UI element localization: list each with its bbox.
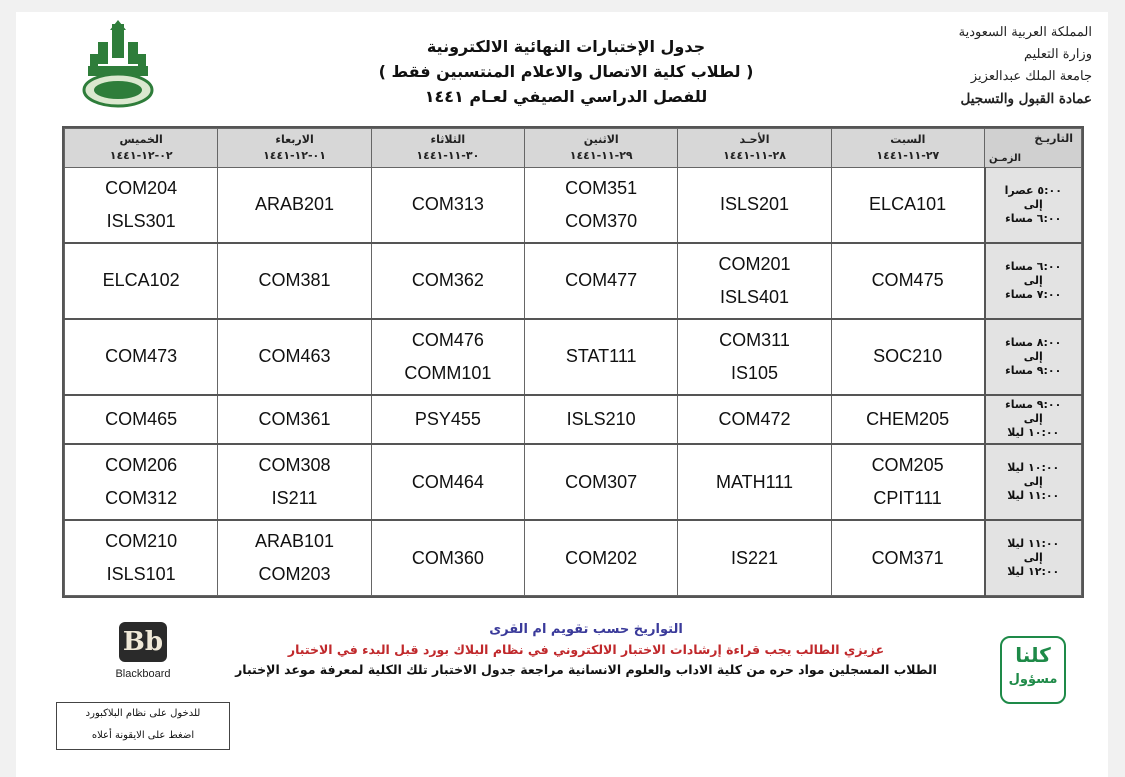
course-code: COM308 — [258, 455, 331, 476]
exam-cell — [218, 168, 371, 243]
exam-cell — [831, 168, 984, 243]
course-code: COM464 — [411, 471, 484, 492]
course-code: CHEM205 — [866, 408, 950, 429]
title-line-1: جدول الإختبارات النهائية الالكترونية — [426, 37, 706, 56]
exam-schedule-table — [62, 126, 1084, 598]
exam-cell — [525, 168, 678, 243]
time-text: إلى — [1023, 475, 1043, 489]
course-code: MATH111 — [715, 471, 794, 492]
time-text: ٥:٠٠ عصرا — [1004, 183, 1062, 197]
exam-cell — [831, 243, 984, 319]
course-code: COM360 — [411, 547, 484, 568]
time-text: ١٢:٠٠ ليلا — [1007, 565, 1060, 579]
time-text: ٩:٠٠ مساء — [1005, 363, 1062, 377]
time-text: ١٠:٠٠ ليلا — [1007, 461, 1060, 475]
course-code: COM476 — [411, 329, 484, 350]
exam-cell — [218, 319, 371, 395]
course-code: ELCA102 — [102, 270, 180, 291]
blackboard-login-hint — [56, 702, 230, 750]
exam-cell — [218, 520, 371, 595]
day-date: ٢٩-١١-١٤٤١ — [569, 149, 633, 162]
exam-cell — [678, 444, 831, 520]
table-row — [65, 243, 1082, 319]
course-code: COM206 — [105, 455, 178, 476]
login-hint-line-1: للدخول على نظام البلاكبورد — [85, 708, 201, 719]
course-code: COM473 — [105, 346, 178, 367]
table-header-row — [65, 129, 1082, 168]
time-text: ٦:٠٠ مساء — [1005, 259, 1062, 273]
day-name: الأحـد — [739, 133, 770, 146]
exam-cell — [678, 395, 831, 444]
note-elective-students: الطلاب المسجلين مواد حره من كلية الاداب والعلوم الانسانية مراجعة جدول الاختبار تلك الكلية لمعرفة موعد الإختبار — [235, 662, 937, 677]
day-header — [831, 129, 984, 168]
exam-cell — [678, 520, 831, 595]
course-code: COM351 — [565, 177, 638, 198]
course-code: COMM101 — [404, 362, 492, 383]
time-text: إلى — [1023, 551, 1043, 565]
course-code: COM361 — [258, 408, 331, 429]
time-text: إلى — [1023, 197, 1043, 211]
table-row — [65, 168, 1082, 243]
course-code: COM362 — [411, 270, 484, 291]
corner-date-label: التاريـخ — [1034, 132, 1073, 145]
time-text: ٦:٠٠ مساء — [1005, 211, 1062, 225]
course-code: COM370 — [565, 210, 638, 231]
time-text: إلى — [1023, 273, 1043, 287]
day-name: الخميس — [119, 133, 163, 146]
exam-cell — [371, 168, 524, 243]
course-code: SOC210 — [873, 346, 943, 367]
time-slot — [985, 243, 1082, 319]
blackboard-label: Blackboard — [115, 668, 171, 680]
course-code: COM313 — [411, 194, 484, 215]
time-text: ١٠:٠٠ ليلا — [1007, 426, 1060, 440]
exam-cell — [65, 168, 218, 243]
title-line-3: للفصل الدراسي الصيفي لعـام ١٤٤١ — [424, 87, 708, 106]
org-line-country: المملكة العربية السعودية — [958, 25, 1092, 40]
exam-cell — [65, 395, 218, 444]
note-calendar: التواريخ حسب تقويم ام القرى — [489, 622, 683, 637]
exam-cell — [65, 243, 218, 319]
course-code: COM463 — [258, 346, 331, 367]
day-name: السبت — [890, 133, 926, 146]
org-line-deanship: عمادة القبول والتسجيل — [960, 91, 1092, 107]
course-code: ARAB201 — [254, 194, 335, 215]
course-code: COM203 — [258, 564, 331, 585]
exam-cell — [831, 395, 984, 444]
day-header — [65, 129, 218, 168]
course-code: ISLS210 — [566, 408, 636, 429]
table-row — [65, 319, 1082, 395]
masool-text: مسؤول — [1008, 672, 1058, 687]
exam-cell — [371, 319, 524, 395]
course-code: COM381 — [258, 270, 331, 291]
exam-cell — [525, 395, 678, 444]
org-line-ministry: وزارة التعليم — [1023, 47, 1092, 62]
course-code: COM472 — [718, 408, 791, 429]
day-date: ٣٠-١١-١٤٤١ — [416, 149, 480, 162]
course-code: CPIT111 — [873, 488, 942, 509]
day-date: ٠١-١٢-١٤٤١ — [263, 149, 326, 162]
day-name: الثلاثاء — [430, 133, 466, 146]
table-row — [65, 444, 1082, 520]
exam-cell — [525, 520, 678, 595]
exam-cell — [525, 243, 678, 319]
course-code: COM311 — [719, 329, 790, 350]
exam-cell — [371, 395, 524, 444]
course-code: COM202 — [565, 547, 638, 568]
course-code: ISLS301 — [106, 210, 176, 231]
day-name: الاثنين — [583, 133, 619, 146]
course-code: COM475 — [871, 270, 944, 291]
course-code: ISLS201 — [719, 194, 790, 215]
time-slot — [985, 319, 1082, 395]
course-code: IS211 — [271, 488, 318, 509]
exam-cell — [678, 168, 831, 243]
course-code: COM312 — [105, 488, 178, 509]
table-row — [65, 520, 1082, 595]
org-line-university: جامعة الملك عبدالعزيز — [970, 69, 1092, 84]
course-code: ISLS101 — [106, 564, 176, 585]
title-line-2: ( لطلاب كلية الاتصال والاعلام المنتسبين فقط ) — [378, 62, 754, 81]
blackboard-logo[interactable] — [108, 622, 178, 688]
exam-cell — [678, 243, 831, 319]
course-code: COM477 — [565, 270, 638, 291]
course-code: IS105 — [730, 362, 779, 383]
course-code: COM371 — [871, 547, 944, 568]
kau-logo-icon — [82, 20, 154, 112]
exam-cell — [371, 243, 524, 319]
course-code: IS221 — [730, 547, 779, 568]
exam-cell — [831, 444, 984, 520]
course-code: COM465 — [105, 408, 178, 429]
time-slot — [985, 520, 1082, 595]
exam-cell — [65, 319, 218, 395]
exam-cell — [371, 520, 524, 595]
course-code: COM307 — [565, 471, 638, 492]
table-row — [65, 395, 1082, 444]
document-page — [16, 12, 1108, 777]
course-code: PSY455 — [414, 408, 481, 429]
kulna-text: كلنا — [1015, 643, 1051, 667]
time-text: إلى — [1023, 412, 1043, 426]
note-blackboard-instructions: عزيزي الطالب يجب قراءة إرشادات الاختبار الالكتروني في نظام البلاك بورد قبل البدء في الاختبار — [287, 642, 885, 657]
course-code: ISLS401 — [719, 286, 790, 307]
day-header — [371, 129, 524, 168]
exam-cell — [371, 444, 524, 520]
time-slot — [985, 168, 1082, 243]
course-code: ELCA101 — [869, 194, 947, 215]
kulna-masool-logo — [1000, 636, 1066, 704]
time-text: ١١:٠٠ ليلا — [1007, 537, 1060, 551]
exam-cell — [218, 444, 371, 520]
exam-cell — [525, 319, 678, 395]
document-title — [316, 34, 816, 109]
time-text: ١١:٠٠ ليلا — [1007, 489, 1060, 503]
table-body — [65, 168, 1082, 596]
course-code: COM210 — [105, 531, 178, 552]
course-code: ARAB101 — [254, 531, 335, 552]
exam-cell — [218, 395, 371, 444]
day-date: ٢٧-١١-١٤٤١ — [876, 149, 940, 162]
day-header — [218, 129, 371, 168]
corner-header — [985, 129, 1082, 168]
blackboard-icon[interactable]: Bb — [119, 622, 167, 662]
corner-time-label: الزمـن — [989, 153, 1022, 164]
time-slot — [985, 444, 1082, 520]
exam-cell — [525, 444, 678, 520]
time-text: ٧:٠٠ مساء — [1005, 287, 1062, 301]
organization-block — [892, 22, 1092, 110]
course-code: COM204 — [105, 177, 178, 198]
login-hint-line-2: اضغط على الايقونة أعلاه — [91, 730, 195, 741]
day-header — [525, 129, 678, 168]
exam-cell — [831, 319, 984, 395]
exam-cell — [831, 520, 984, 595]
day-date: ٠٢-١٢-١٤٤١ — [109, 149, 173, 162]
course-code: STAT111 — [565, 346, 637, 367]
day-date: ٢٨-١١-١٤٤١ — [723, 149, 786, 162]
time-text: إلى — [1023, 349, 1043, 363]
exam-cell — [65, 444, 218, 520]
course-code: COM205 — [871, 455, 944, 476]
exam-cell — [65, 520, 218, 595]
notes-block — [216, 620, 956, 680]
time-text: ٩:٠٠ مساء — [1005, 398, 1062, 412]
day-name: الاربعاء — [275, 133, 314, 146]
exam-cell — [218, 243, 371, 319]
exam-cell — [678, 319, 831, 395]
day-header — [678, 129, 831, 168]
time-slot — [985, 395, 1082, 444]
course-code: COM201 — [718, 253, 791, 274]
time-text: ٨:٠٠ مساء — [1005, 335, 1062, 349]
